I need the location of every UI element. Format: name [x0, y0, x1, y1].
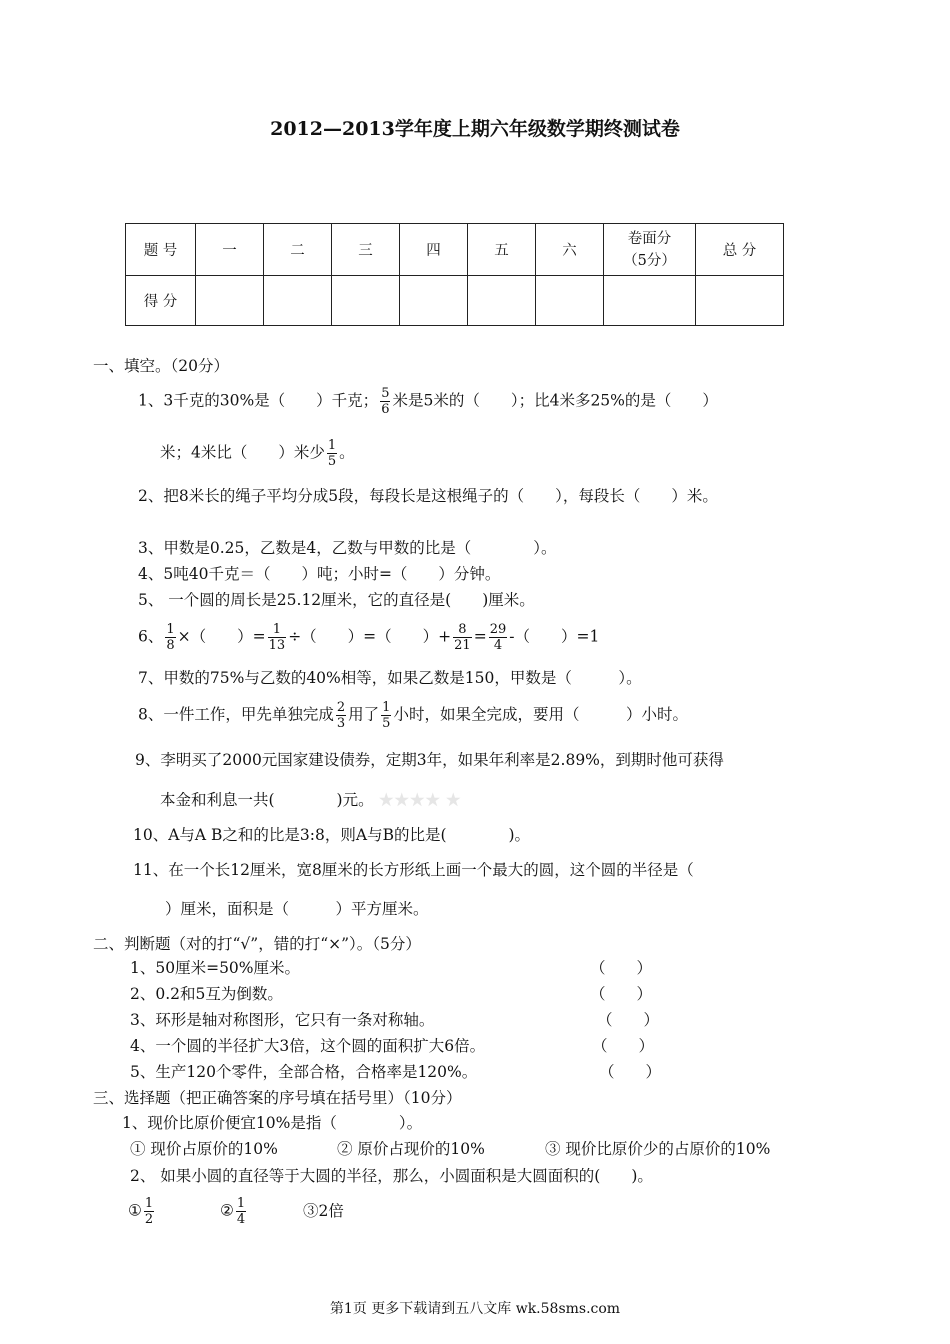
fraction-numerator: 1	[327, 438, 337, 453]
question-3: 3、甲数是0.25，乙数是4，乙数与甲数的比是（ ）。	[138, 539, 557, 557]
q6-text-c: ÷（ ）=（ ）+	[288, 627, 452, 646]
fraction	[381, 700, 391, 731]
q9-text-b: 本金和利息一共( )元。	[160, 791, 374, 809]
fraction-denominator: 4	[236, 1212, 246, 1227]
score-input-cell[interactable]	[196, 276, 264, 326]
score-header-cell: 四	[400, 224, 468, 276]
fraction	[165, 622, 175, 653]
q6-text-e: -（ ）=1	[509, 627, 600, 646]
question-11-line1: 11、在一个长12厘米，宽8厘米的长方形纸上画一个最大的圆，这个圆的半径是（	[133, 861, 694, 879]
fraction-denominator: 4	[493, 638, 503, 653]
question-1-line2	[160, 438, 355, 469]
question-5: 5、 一个圆的周长是25.12厘米，它的直径是( )厘米。	[138, 591, 535, 609]
choice-question-1: 1、现价比原价便宜10%是指（ ）。	[122, 1114, 423, 1132]
score-header-cell: 三	[332, 224, 400, 276]
fraction-numerator: 1	[166, 622, 175, 637]
question-7: 7、甲数的75%与乙数的40%相等，如果乙数是150，甲数是（ ）。	[138, 669, 642, 687]
q8-text-c: 小时，如果全完成，要用（ ）小时。	[393, 705, 688, 724]
judge-answer-blank[interactable]: （ ）	[590, 959, 653, 977]
q8-text-b: 用了	[348, 705, 380, 724]
fraction-denominator: 2	[144, 1212, 154, 1227]
judge-item: 5、生产120个零件，全部合格，合格率是120%。	[130, 1063, 478, 1081]
q1-text-b: 米是5米的（ ）；比4米多25%的是（ ）	[392, 391, 718, 410]
score-header-cell: 一	[196, 224, 264, 276]
option-marker: ②	[220, 1201, 234, 1220]
score-header-cell-juanmian	[604, 224, 696, 276]
fraction-numerator: 1	[268, 622, 287, 638]
choice-option[interactable]	[128, 1196, 156, 1227]
score-input-cell[interactable]	[332, 276, 400, 326]
fraction	[144, 1196, 154, 1227]
q8-text-a: 8、一件工作，甲先单独完成	[138, 705, 334, 724]
q1-text-d: 。	[339, 443, 355, 462]
fraction	[327, 438, 337, 469]
page-title: 2012—2013学年度上期六年级数学期终测试卷	[270, 118, 680, 140]
choice-option[interactable]: ① 现价占原价的10%	[130, 1140, 278, 1158]
fraction-denominator: 5	[327, 454, 337, 469]
q6-text-a: 6、	[138, 627, 164, 646]
score-header-cell: 五	[468, 224, 536, 276]
fraction	[380, 386, 390, 417]
section2-header: 二、判断题（对的打“√”，错的打“×”）。（5分）	[93, 935, 421, 953]
score-input-cell[interactable]	[264, 276, 332, 326]
judge-item: 1、50厘米=50%厘米。	[130, 959, 301, 977]
fraction-denominator: 8	[166, 638, 175, 653]
question-4: 4、5吨40千克＝（ ）吨；小时=（ ）分钟。	[138, 565, 501, 583]
question-11-line2: ）厘米，面积是（ ）平方厘米。	[165, 900, 429, 918]
question-10: 10、A与A B之和的比是3:8，则A与B的比是( )。	[133, 826, 531, 844]
judge-item: 2、0.2和5互为倒数。	[130, 985, 283, 1003]
juanmian-sub: （5分）	[623, 252, 676, 269]
q6-text-d: =	[473, 627, 487, 646]
question-2: 2、把8米长的绳子平均分成5段，每段长是这根绳子的（ ），每段长（ ）米。	[138, 487, 718, 505]
fraction-numerator: 1	[236, 1196, 246, 1211]
choice-option[interactable]	[220, 1196, 248, 1227]
score-header-cell: 总 分	[696, 224, 784, 276]
watermark-stars: ★★★★ ★	[378, 791, 461, 809]
score-row-label: 得 分	[126, 276, 196, 326]
score-header-cell: 题 号	[126, 224, 196, 276]
fraction	[336, 700, 346, 731]
fraction	[453, 622, 472, 653]
judge-answer-blank[interactable]: （ ）	[599, 1063, 662, 1081]
section1-header: 一、填空。（20分）	[93, 357, 229, 375]
score-input-cell[interactable]	[400, 276, 468, 326]
judge-answer-blank[interactable]: （ ）	[597, 1011, 660, 1029]
score-input-cell[interactable]	[536, 276, 604, 326]
fraction	[236, 1196, 246, 1227]
fraction-numerator: 2	[336, 700, 346, 715]
fraction-numerator: 5	[381, 386, 390, 401]
fraction-numerator: 29	[489, 622, 507, 637]
choice-option[interactable]: ③2倍	[303, 1202, 344, 1220]
judge-item: 4、一个圆的半径扩大3倍，这个圆的面积扩大6倍。	[130, 1037, 486, 1055]
score-input-cell[interactable]	[468, 276, 536, 326]
question-9-line1: 9、李明买了2000元国家建设债券，定期3年，如果年利率是2.89%，到期时他可获得	[135, 751, 724, 769]
judge-answer-blank[interactable]: （ ）	[592, 1037, 655, 1055]
choice-option[interactable]: ③ 现价比原价少的占原价的10%	[545, 1140, 771, 1158]
q1-text-a: 1、3千克的30%是（ ）千克；	[138, 391, 379, 410]
score-table	[125, 223, 784, 326]
score-input-cell[interactable]	[696, 276, 784, 326]
question-9-line2	[160, 790, 461, 810]
fraction-numerator: 8	[453, 622, 472, 638]
fraction-denominator: 21	[454, 638, 471, 653]
score-header-cell: 六	[536, 224, 604, 276]
fraction-denominator: 5	[382, 716, 391, 731]
fraction-denominator: 3	[336, 716, 346, 731]
question-1-line1	[138, 386, 718, 417]
fraction	[268, 622, 287, 653]
fraction-denominator: 13	[268, 638, 286, 653]
fraction-denominator: 6	[381, 402, 390, 417]
q6-text-b: ×（ ）=	[177, 627, 266, 646]
choice-option[interactable]: ② 原价占现价的10%	[337, 1140, 485, 1158]
option-marker: ①	[128, 1201, 142, 1220]
fraction-numerator: 1	[382, 700, 391, 715]
score-input-cell[interactable]	[604, 276, 696, 326]
fraction	[489, 622, 508, 653]
score-header-cell: 二	[264, 224, 332, 276]
question-6	[138, 622, 599, 653]
choice-question-2: 2、 如果小圆的直径等于大圆的半径，那么，小圆面积是大圆面积的( )。	[130, 1167, 653, 1185]
judge-item: 3、环形是轴对称图形，它只有一条对称轴。	[130, 1011, 435, 1029]
juanmian-label: 卷面分	[627, 230, 672, 247]
fraction-numerator: 1	[144, 1196, 154, 1211]
page-footer: 第1页 更多下载请到五八文库 wk.58sms.com	[329, 1301, 621, 1317]
section3-header: 三、选择题（把正确答案的序号填在括号里）（10分）	[93, 1089, 462, 1107]
judge-answer-blank[interactable]: （ ）	[590, 985, 653, 1003]
q1-text-c: 米；4米比（ ）米少	[160, 443, 325, 462]
question-8	[138, 700, 688, 731]
